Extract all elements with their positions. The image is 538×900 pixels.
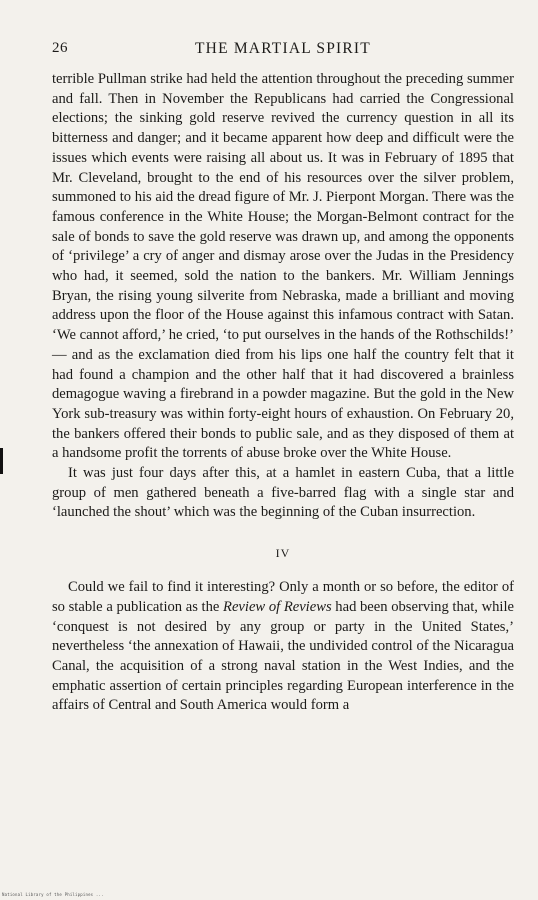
margin-mark bbox=[0, 448, 3, 474]
running-title: THE MARTIAL SPIRIT bbox=[195, 40, 371, 57]
section-text-before: Could we fail to find it interesting? Only a month or so before, the editor of so stable a publication as the bbox=[52, 579, 514, 615]
section-text-after: had been observing that, while ‘conquest is not desired by any group or party in the United States,’ nevertheless ‘the annexation of Hawaii, the undivided control of the Nicaragua Canal, the acquisition of a strong naval station in the West Indies, and the emphatic assertion of certain principles regarding European interference in the affairs of Central and South America would form a bbox=[52, 598, 515, 714]
publication-title: Review of Reviews bbox=[223, 598, 332, 615]
paragraph-continuation: terrible Pullman strike had held the attention throughout the preceding summer and fall. Then in November the Republicans had carried the Congressional elections; the sinking gold reserve revived the currency question in all its bitterness and danger; and it became apparent how deep and difficult were the issues which events were raising all about us. It was in February of 1895 that Mr. Cleveland, brought to the end of his resources over the silver problem, summoned to his aid the dread figure of Mr. J. Pierpont Morgan. There was the famous conference in the White House; the Morgan-Belmont contract for the sale of bonds to save the gold reserve was drawn up, and among the opponents of ‘privilege’ a cry of anger and dismay arose over the Judas in the Presidency who had, it seemed, sold the nation to the bankers. Mr. William Jennings Bryan, the rising young silverite from Nebraska, made a brilliant and moving address upon the floor of the House against this infamous contract with Satan. ‘We cannot afford,’ he cried, ‘to put ourselves in the hands of the Rothschilds!’ — and as the exclamation died from his lips one half the country felt that it had found a champion and the other half that it had discovered a brainless demagogue waving a firebrand in a powder magazine. But the gold in the New York sub-treasury was within forty-eight hours of exhaustion. On February 20, the bankers offered their bonds to public sale, and as they disposed of them at a handsome profit the torrents of abuse broke over the White House. bbox=[52, 71, 514, 462]
page-number: 26 bbox=[52, 40, 68, 56]
body-text bbox=[52, 70, 514, 716]
section-number: IV bbox=[275, 546, 291, 561]
scan-footer-note: National Library of the Philippines ... bbox=[2, 892, 104, 897]
paragraph-section-iv bbox=[52, 578, 514, 716]
page-header bbox=[52, 40, 514, 62]
paragraph-cuba: It was just four days after this, at a hamlet in eastern Cuba, that a little group of men gathered beneath a five-barred flag with a single star and ‘launched the shout’ which was the beginning of the Cuban insurrection. bbox=[52, 465, 514, 521]
